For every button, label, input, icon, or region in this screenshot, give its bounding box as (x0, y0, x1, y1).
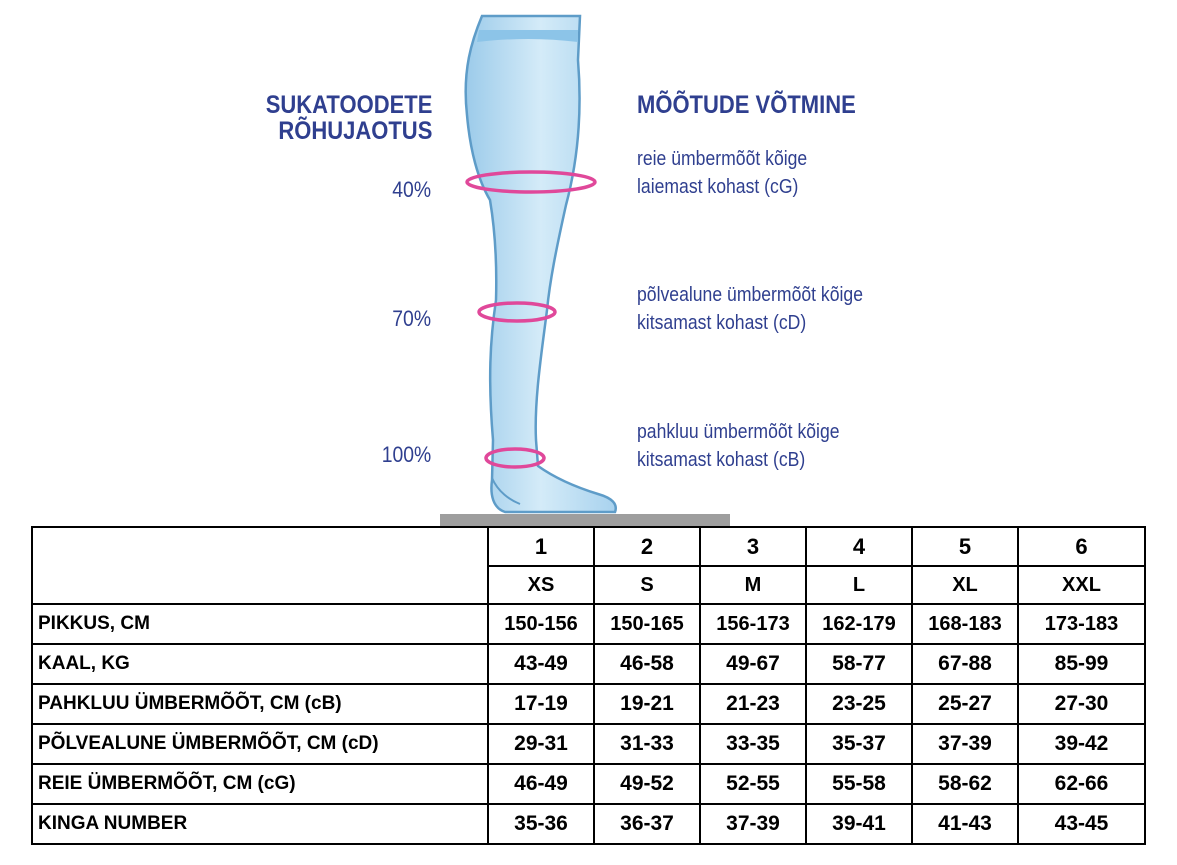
table-row (32, 764, 1145, 804)
pressure-40: 40% (392, 177, 431, 202)
table-cell: 27-30 (1018, 684, 1145, 724)
table-row (32, 804, 1145, 844)
floor-bar (440, 514, 730, 526)
table-cell: 33-35 (700, 724, 806, 764)
size-code: XL (912, 566, 1018, 604)
table-cell: 36-37 (594, 804, 700, 844)
table-row (32, 724, 1145, 764)
table-cell: 150-156 (488, 604, 594, 644)
size-code: M (700, 566, 806, 604)
table-cell: 156-173 (700, 604, 806, 644)
ankle-measure-text (637, 418, 840, 474)
table-cell: 21-23 (700, 684, 806, 724)
pressure-100: 100% (381, 442, 431, 467)
size-number: 2 (594, 527, 700, 566)
size-code: XS (488, 566, 594, 604)
measure-title: MÕÕTUDE VÕTMINE (637, 91, 856, 119)
knee-measure-text (637, 281, 863, 337)
size-number: 4 (806, 527, 912, 566)
table-cell: 46-58 (594, 644, 700, 684)
size-number-row (32, 527, 1145, 566)
pressure-title-line: RÕHUJAOTUS (277, 117, 432, 145)
table-cell: 43-45 (1018, 804, 1145, 844)
table-cell: 43-49 (488, 644, 594, 684)
row-label: PAHKLUU ÜMBERMÕÕT, CM (cB) (32, 684, 488, 724)
table-cell: 23-25 (806, 684, 912, 724)
corner-cell (32, 527, 488, 604)
size-code: XXL (1018, 566, 1145, 604)
row-label: REIE ÜMBERMÕÕT, CM (cG) (32, 764, 488, 804)
pressure-title-line: SUKATOODETE (265, 91, 432, 119)
table-cell: 55-58 (806, 764, 912, 804)
pressure-70: 70% (392, 306, 431, 331)
table-cell: 58-62 (912, 764, 1018, 804)
size-number: 6 (1018, 527, 1145, 566)
table-cell: 62-66 (1018, 764, 1145, 804)
table-cell: 85-99 (1018, 644, 1145, 684)
table-cell: 67-88 (912, 644, 1018, 684)
table-cell: 37-39 (700, 804, 806, 844)
table-cell: 41-43 (912, 804, 1018, 844)
pressure-title (265, 92, 432, 144)
table-cell: 58-77 (806, 644, 912, 684)
table-cell: 49-52 (594, 764, 700, 804)
row-label: KAAL, KG (32, 644, 488, 684)
table-row (32, 604, 1145, 644)
row-label: PIKKUS, CM (32, 604, 488, 644)
desc-line: reie ümbermõõt kõige (637, 148, 808, 170)
size-number: 3 (700, 527, 806, 566)
table-cell: 168-183 (912, 604, 1018, 644)
leg-shape (466, 16, 616, 512)
row-label: KINGA NUMBER (32, 804, 488, 844)
table-cell: 162-179 (806, 604, 912, 644)
table-cell: 150-165 (594, 604, 700, 644)
table-cell: 29-31 (488, 724, 594, 764)
table-cell: 31-33 (594, 724, 700, 764)
table-cell: 17-19 (488, 684, 594, 724)
thigh-measure-text (637, 145, 807, 201)
size-number: 1 (488, 527, 594, 566)
table-cell: 35-36 (488, 804, 594, 844)
table-cell: 52-55 (700, 764, 806, 804)
table-row (32, 684, 1145, 724)
table-cell: 46-49 (488, 764, 594, 804)
desc-line: põlvealune ümbermõõt kõige (637, 284, 864, 306)
table-cell: 49-67 (700, 644, 806, 684)
size-code: S (594, 566, 700, 604)
table-cell: 25-27 (912, 684, 1018, 724)
table-cell: 19-21 (594, 684, 700, 724)
table-cell: 173-183 (1018, 604, 1145, 644)
row-label: PÕLVEALUNE ÜMBERMÕÕT, CM (cD) (32, 724, 488, 764)
desc-line: pahkluu ümbermõõt kõige (637, 421, 840, 443)
desc-line: laiemast kohast (cG) (637, 176, 799, 198)
desc-line: kitsamast kohast (cD) (637, 312, 807, 334)
table-cell: 39-42 (1018, 724, 1145, 764)
table-cell: 39-41 (806, 804, 912, 844)
desc-line: kitsamast kohast (cB) (637, 449, 806, 471)
table-cell: 35-37 (806, 724, 912, 764)
size-code: L (806, 566, 912, 604)
table-cell: 37-39 (912, 724, 1018, 764)
size-number: 5 (912, 527, 1018, 566)
size-chart-table (31, 526, 1146, 845)
table-row (32, 644, 1145, 684)
